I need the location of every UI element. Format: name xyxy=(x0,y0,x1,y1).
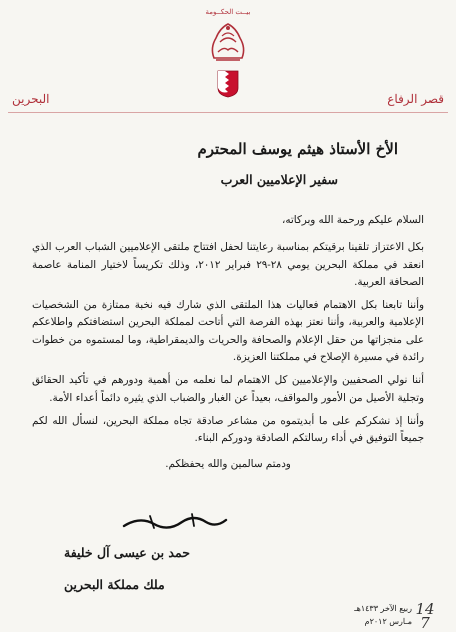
paragraph: وأننا تابعنا بكل الاهتمام فعاليات هذا الملتقى الذي شارك فيه نخبة ممتازة من الشخصيات الإعلامية والعربية، وأننا نعتز بهذه الفرصة التي أتاحت لمملكة البحرين استضافتكم واطلاعكم على منجزاتها من حقل الإعلام والصحافة والحريات والديمقراطية، وما لمستموه من خطوات رائدة في مسيرة الإصلاح في مملكتنا العزيزة. xyxy=(32,299,424,364)
addressee-name: الأخ الأستاذ هيثم يوسف المحترم xyxy=(197,140,398,158)
reference-number-1: 14 xyxy=(415,600,435,618)
greeting: السلام عليكم ورحمة الله وبركاته، xyxy=(282,214,424,226)
gregorian-date: مـارس ٢٠١٢م xyxy=(364,617,412,626)
closing-line: ودمتم سالمين والله يحفظكم. xyxy=(165,457,291,470)
paragraph: وأننا إذ نشكركم على ما أبديتموه من مشاعر صادقة تجاه مملكة البحرين، لنسأل الله لكم جميعاً التوفيق في أداء رسالتكم الصادقة ودوركم البناء. xyxy=(32,414,424,445)
signatory-title: ملك مملكة البحرين xyxy=(64,577,165,592)
royal-emblem-icon xyxy=(206,18,250,64)
letterhead-top-line: بيــت الحكــومة xyxy=(205,8,251,16)
paragraph: بكل الاعتزاز تلقينا برقيتكم بمناسبة رعايتنا لحفل افتتاح ملتقى الإعلاميين الشباب العرب الذي انعقد في مملكة البحرين يومي ٢٨-٢٩ فبراير ٢٠١٢، وذلك تكريساً لاختيار المنامة عاصمة الصحافة العربية. xyxy=(32,241,424,288)
handwritten-signature-icon xyxy=(120,508,230,534)
reference-number-2: 7 xyxy=(420,614,430,632)
paragraph: أننا نولي الصحفيين والإعلاميين كل الاهتمام لما نعلمه من أهمية ودورهم في تأكيد الحقائق وتجلية الأصيل من الأمور والمواقف، بعيداً عن الغبار والضباب الذي يثيره دائماً أعداء الأمة. xyxy=(32,374,424,404)
header-divider xyxy=(8,112,448,113)
letterhead-left-label: البحرين xyxy=(12,92,50,106)
bahrain-flag-shield-icon xyxy=(217,70,239,98)
hijri-date: ربيع الآخر ١٤٣٣هـ xyxy=(354,604,412,613)
signatory-name: حمد بن عيسى آل خليفة xyxy=(64,545,190,560)
letterhead-right-label: قصر الرفاع xyxy=(387,92,444,106)
letter-body xyxy=(32,212,424,479)
addressee-title: سفير الإعلاميين العرب xyxy=(220,172,338,187)
